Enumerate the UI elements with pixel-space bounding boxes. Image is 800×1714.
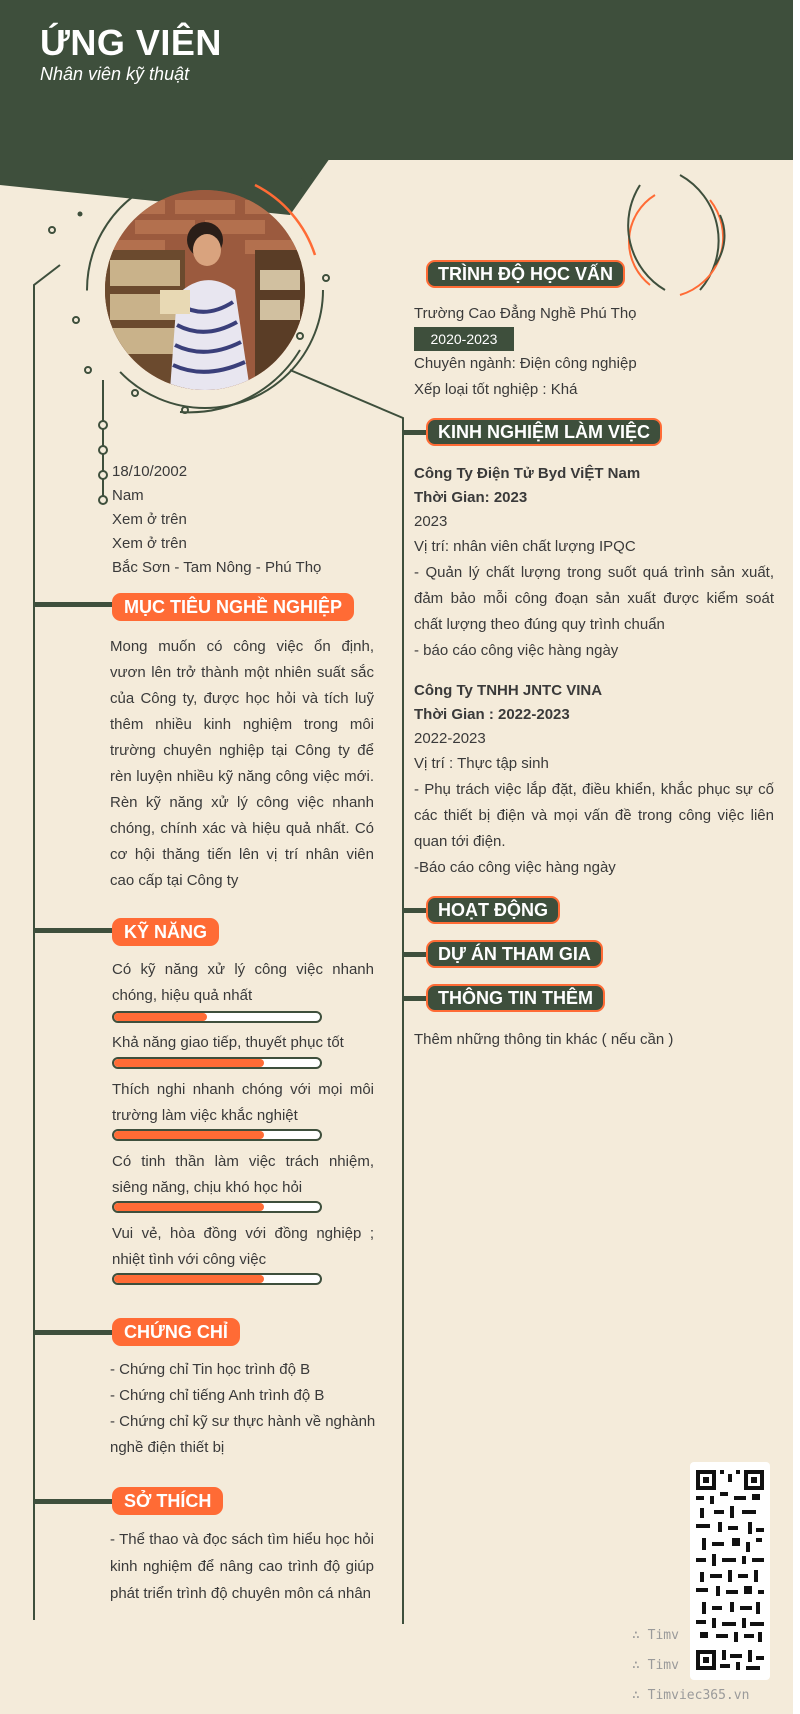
job-company: Công Ty Điện Tử Byd ViỆT Nam (414, 465, 641, 482)
job-company: Công Ty TNHH JNTC VINA (414, 682, 603, 699)
education-school: Trường Cao Đẳng Nghề Phú Thọ (414, 305, 637, 322)
skill-bar-fill (114, 1013, 207, 1021)
hobbies-text: - Thể thao và đọc sách tìm hiểu học hỏi kinh nghiệm để nâng cao trình độ giúp phát triển trình độ chuyên môn cá nhân (110, 1531, 374, 1602)
education-major: Chuyên ngành: Điện công nghiệp (414, 355, 637, 372)
hobbies-heading: SỞ THÍCH (112, 1487, 223, 1515)
projects-heading: DỰ ÁN THAM GIA (426, 940, 603, 968)
avatar-photo-icon (105, 190, 305, 390)
skills-heading: KỸ NĂNG (112, 918, 219, 946)
job-position: Vị trí : Thực tập sinh (414, 755, 549, 772)
phone-text: Xem ở trên (112, 511, 187, 528)
skill-label: Khả năng giao tiếp, thuyết phục tốt (112, 1034, 344, 1051)
objective-heading: MỤC TIÊU NGHỀ NGHIỆP (112, 593, 354, 621)
job-position: Vị trí: nhân viên chất lượng IPQC (414, 538, 636, 555)
skill-bar (112, 1201, 322, 1213)
skill-bar (112, 1057, 322, 1069)
gender-text: Nam (112, 487, 144, 504)
education-grade: Xếp loại tốt nghiệp : Khá (414, 381, 578, 398)
address-text: Bắc Sơn - Tam Nông - Phú Thọ (112, 559, 322, 576)
skill-bar (112, 1273, 322, 1285)
job-description: - báo cáo công việc hàng ngày (414, 642, 619, 659)
email-text: Xem ở trên (112, 535, 187, 552)
skill-label: Có kỹ năng xử lý công việc nhanh chóng, hiệu quả nhất (112, 961, 374, 1004)
extra-info-heading: THÔNG TIN THÊM (426, 984, 605, 1012)
dob-text: 18/10/2002 (112, 463, 188, 480)
education-heading: TRÌNH ĐỘ HỌC VẤN (426, 260, 625, 288)
job-year: 2022-2023 (414, 730, 486, 747)
education-years: 2020-2023 (414, 327, 514, 351)
extra-info-text: Thêm những thông tin khác ( nếu cần ) (414, 1031, 674, 1048)
skill-label: Vui vẻ, hòa đồng với đồng nghiệp ; nhiệt tình với công việc (112, 1225, 374, 1268)
watermark-text: ∴ Timviec365.vn (632, 1688, 750, 1703)
skill-bar-fill (114, 1059, 264, 1067)
certificate-item: - Chứng chỉ Tin học trình độ B (110, 1361, 311, 1378)
certificates-heading: CHỨNG CHỈ (112, 1318, 240, 1346)
qr-code (690, 1462, 770, 1680)
skill-label: Có tinh thần làm việc trách nhiệm, siêng năng, chịu khó học hỏi (112, 1153, 374, 1196)
skill-bar-fill (114, 1203, 264, 1211)
job-description: - Quản lý chất lượng trong suốt quá trình sản xuất, đảm bảo mỗi công đoạn sản xuất được kiểm soát chất lượng theo đúng quy trình chuẩn (414, 564, 774, 633)
job-description: - Phụ trách việc lắp đặt, điều khiển, khắc phục sự cố các thiết bị điện và mọi vấn đề trong công việc liên quan tới điện. (414, 781, 774, 850)
avatar (105, 190, 305, 390)
watermark-text: ∴ Timv (632, 1628, 679, 1643)
activities-heading: HOẠT ĐỘNG (426, 896, 560, 924)
skill-label: Thích nghi nhanh chóng với mọi môi trường làm việc khắc nghiệt (112, 1081, 374, 1124)
job-time: Thời Gian : 2022-2023 (414, 706, 570, 723)
job-description: -Báo cáo công việc hàng ngày (414, 859, 616, 876)
skill-bar (112, 1129, 322, 1141)
watermark-text: ∴ Timv (632, 1658, 679, 1673)
certificate-item: - Chứng chỉ kỹ sư thực hành về nghành nghề điện thiết bị (110, 1413, 376, 1456)
objective-text: Mong muốn có công việc ổn định, vươn lên trở thành một nhiên suất sắc của Công ty, được học hỏi và tích luỹ thêm nhiều kinh nghiệm trong môi trường chuyên nghiệp tại Công ty để rèn luyện nhiều kỹ năng công việc mới. Rèn kỹ năng xử lý công việc nhanh chóng, chính xác và hiệu quả nhất. Có cơ hội thăng tiến lên vị trí nhân viên cao cấp tại Công ty (110, 638, 374, 889)
skill-bar-fill (114, 1131, 264, 1139)
experience-heading: KINH NGHIỆM LÀM VIỆC (426, 418, 662, 446)
skill-bar (112, 1011, 322, 1023)
candidate-name: ỨNG VIÊN (40, 22, 222, 63)
qr-code-icon (690, 1462, 770, 1680)
skill-bar-fill (114, 1275, 264, 1283)
candidate-title: Nhân viên kỹ thuật (40, 64, 190, 84)
job-year: 2023 (414, 513, 448, 530)
certificate-item: - Chứng chỉ tiếng Anh trình độ B (110, 1387, 325, 1404)
job-time: Thời Gian: 2023 (414, 489, 528, 506)
